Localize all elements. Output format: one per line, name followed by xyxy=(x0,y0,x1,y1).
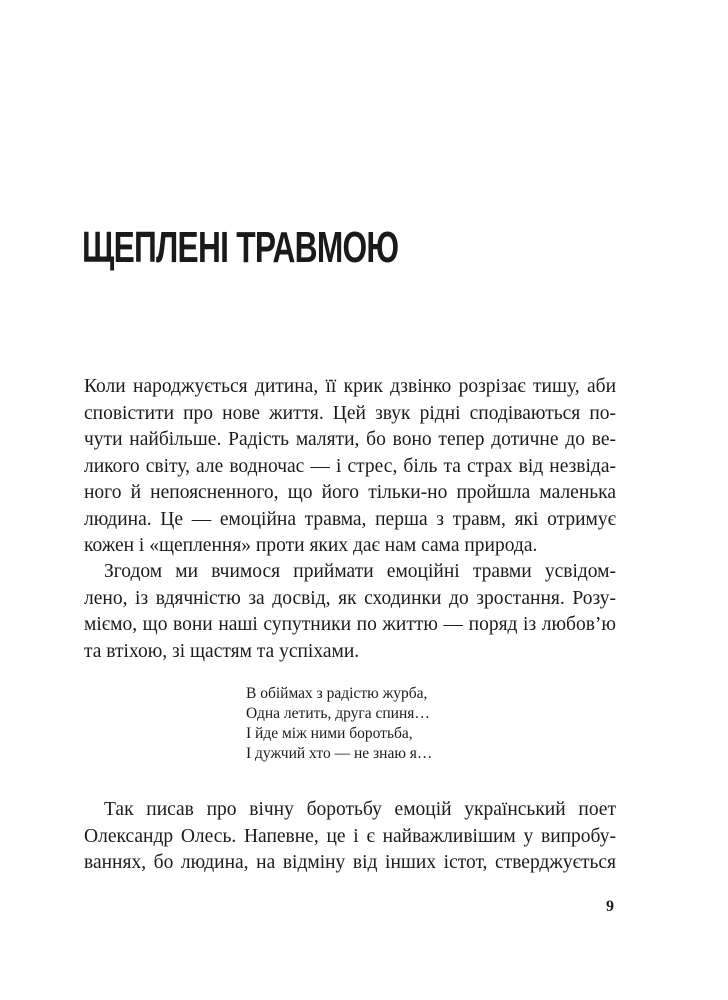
poem-line: І йде між ними боротьба, xyxy=(246,725,413,742)
paragraph-line: сповістити про нове життя. Цей звук рідні сподіваються по- xyxy=(84,402,616,424)
paragraph-line: ного й непоясненного, що його тільки-но пройшла маленька xyxy=(84,482,616,503)
paragraph-1 xyxy=(84,374,616,560)
paragraph-line: Так писав про вічну боротьбу емоцій український поет xyxy=(104,799,616,820)
poem-line: Одна летить, друга спиня… xyxy=(246,705,430,722)
paragraph-line: ликого світу, але водночас — і стрес, біль та страх від незвіда- xyxy=(84,455,616,477)
paragraph-line: та втіхою, зі щастям та успіхами. xyxy=(84,640,360,662)
paragraph-line: Коли народжується дитина, її крик дзвінко розрізає тишу, аби xyxy=(84,376,616,397)
paragraph-line: лено, із вдячністю за досвід, як сходинки до зростання. Розу- xyxy=(84,587,616,609)
paragraph-line: чути найбільше. Радість маляти, бо воно тепер дотичне до ве- xyxy=(84,429,616,450)
paragraph-line: міємо, що вони наші супутники по життю — поряд із любов’ю xyxy=(84,614,616,635)
paragraph-line: ваннях, бо людина, на відміну від інших істот, стверджується xyxy=(84,852,616,873)
poem-line: В обіймах з радістю журба, xyxy=(246,685,428,702)
chapter-title: ЩЕПЛЕНІ ТРАВМОЮ xyxy=(82,223,399,272)
paragraph-3 xyxy=(84,797,616,877)
poem-quote xyxy=(246,684,432,764)
paragraph-line: Олександр Олесь. Напевне, це і є найважливішим у випробу- xyxy=(84,825,616,847)
paragraph-2 xyxy=(84,559,616,665)
paragraph-line: кожен і «щеплення» проти яких дає нам сама природа. xyxy=(84,535,538,556)
paragraph-line: людина. Це — емоційна травма, перша з травм, які отримує xyxy=(84,508,616,530)
page-number: 9 xyxy=(606,898,614,915)
poem-line: І дужчий хто — не знаю я… xyxy=(246,745,433,762)
paragraph-line: Згодом ми вчимося приймати емоційні травми усвідом- xyxy=(104,561,616,582)
